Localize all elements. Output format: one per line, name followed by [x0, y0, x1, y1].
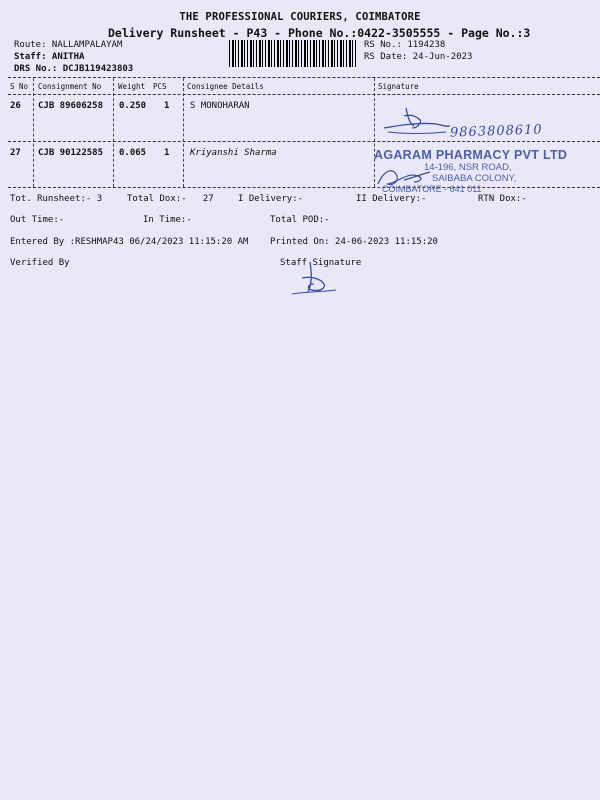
handwritten-phone: 9863808610: [449, 122, 543, 141]
col-divider: [183, 78, 184, 187]
staff-signature: [290, 256, 340, 298]
out-time: Out Time:-: [10, 215, 65, 225]
col-header-sno: S No: [10, 82, 29, 91]
col-header-weight: Weight: [118, 82, 146, 91]
table-row-rule: [8, 141, 600, 142]
table-row-sno: 27: [10, 148, 21, 158]
printed-on: Printed On: 24-06-2023 11:15:20: [270, 237, 438, 247]
table-header-rule: [8, 94, 600, 95]
col-header-signature: Signature: [378, 82, 419, 91]
table-row-consignment: CJB 89606258: [38, 101, 104, 111]
total-dox: Total Dox:- 27: [127, 194, 214, 204]
stamp-line-2: 14-196, NSR ROAD,: [424, 162, 512, 173]
total-pod: Total POD:-: [270, 215, 330, 225]
i-delivery: I Delivery:-: [238, 194, 304, 204]
table-row-consignee: S MONOHARAN: [190, 101, 250, 111]
staff-signature-label: Staff Signature: [280, 258, 362, 268]
ii-delivery: II Delivery:-: [356, 194, 427, 204]
col-header-consignment: Consignment No: [38, 82, 102, 91]
col-divider: [113, 78, 114, 187]
entered-by: Entered By :RESHMAP43 06/24/2023 11:15:20 AM: [10, 237, 249, 247]
verified-by-label: Verified By: [10, 258, 70, 268]
route-label: Route: NALLAMPALAYAM: [14, 40, 123, 50]
in-time: In Time:-: [143, 215, 192, 225]
stamp-line-4: COIMBATORE - 641 011: [382, 184, 482, 194]
rs-date: RS Date: 24-Jun-2023: [364, 52, 473, 62]
col-header-pcs: PCS: [153, 82, 167, 91]
table-row-weight: 0.065: [119, 148, 147, 158]
recipient-signature-1: [376, 98, 456, 140]
stamp-line-3: SAIBABA COLONY,: [432, 173, 517, 184]
table-row-weight: 0.250: [119, 101, 147, 111]
rs-number: RS No.: 1194238: [364, 40, 446, 50]
company-title: THE PROFESSIONAL COURIERS, COIMBATORE: [179, 11, 421, 23]
total-runsheet: Tot. Runsheet:- 3: [10, 194, 103, 204]
table-row-sno: 26: [10, 101, 21, 111]
table-row-pcs: 1: [164, 101, 170, 111]
runsheet-subtitle: Delivery Runsheet - P43 - Phone No.:0422-3505555 - Page No.:3: [108, 26, 531, 40]
drs-number: DRS No.: DCJB119423803: [14, 64, 134, 74]
table-row-consignee: Kriyanshi Sharma: [190, 148, 277, 158]
table-top-rule: [8, 77, 600, 78]
table-row-pcs: 1: [164, 148, 170, 158]
rtn-dox: RTN Dox:-: [478, 194, 527, 204]
table-row-consignment: CJB 90122585: [38, 148, 104, 158]
stamp-signature: [374, 160, 434, 190]
barcode: [229, 40, 356, 67]
stamp-line-1: AGARAM PHARMACY PVT LTD: [374, 148, 568, 162]
staff-label: Staff: ANITHA: [14, 52, 85, 62]
col-header-consignee: Consignee Details: [187, 82, 264, 91]
col-divider: [33, 78, 34, 187]
